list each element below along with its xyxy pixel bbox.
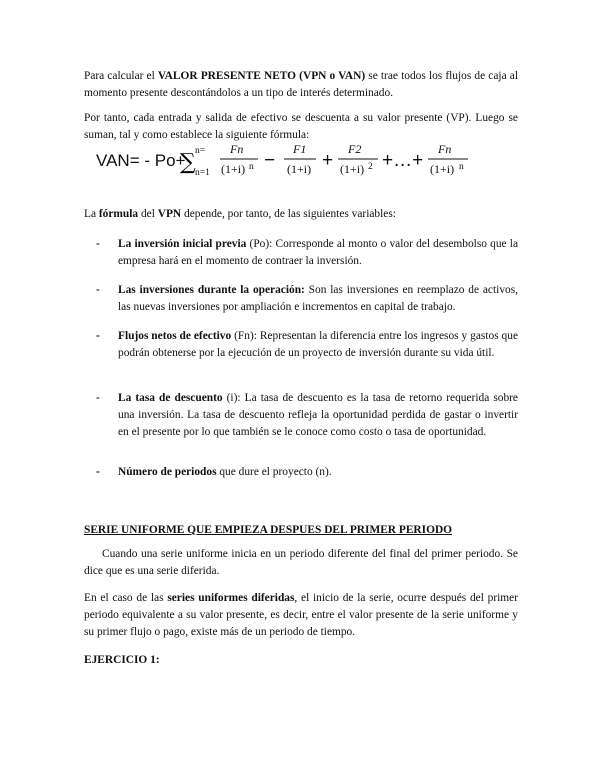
variables-intro — [84, 206, 518, 223]
list-item-term: Las inversiones durante la operación: — [118, 284, 305, 296]
van-formula — [96, 140, 526, 182]
list-dash: - — [96, 466, 100, 478]
list-item-text: Son las inversiones en reemplazo de activos, las nuevas inversiones por ampliación e incrementos en capital de trabajo. — [118, 284, 518, 313]
intro-paragraph — [84, 68, 518, 102]
intro-text-end: se trae todos los flujos de caja al momento presente descontándolos a un tipo de interés determinado. — [84, 70, 518, 99]
ellipsis-operator: +…+ — [382, 150, 424, 171]
deferred-series-paragraph: Cuando una serie uniforme inicia en un periodo diferente del final del primer periodo. Se dice que es una serie diferida. — [84, 548, 518, 577]
sum-symbol: ∑ — [180, 150, 196, 175]
list-item-text: (i): La tasa de descuento es la tasa de retorno requerida sobre una inversión. La tasa de descuento refleja la oportunidad perdida de gastar o invertir en el presente por lo que también se le conoce como costo o tasa de oportunidad. — [118, 392, 518, 438]
term3-exponent: 2 — [368, 162, 373, 172]
formula-lhs: VAN= - Po+ — [96, 151, 186, 170]
sum-lower-limit: n=1 — [195, 168, 210, 178]
term3-numerator: F2 — [348, 142, 362, 156]
list-item — [96, 464, 518, 481]
vpn-term: VALOR PRESENTE NETO (VPN o VAN) — [157, 70, 366, 82]
section-heading: SERIE UNIFORME QUE EMPIEZA DESPUES DEL PRIMER PERIODO — [84, 524, 453, 536]
list-item-text: (Po): Corresponde al monto o valor del desembolso que la empresa hará en el momento de contraer la inversión. — [118, 238, 519, 267]
term2-numerator: F1 — [293, 142, 307, 156]
list-item — [96, 282, 518, 316]
sum-upper-limit: n= — [195, 146, 206, 156]
term4-numerator: Fn — [438, 142, 452, 156]
list-item — [96, 390, 518, 441]
intro-text: Para calcular el — [84, 70, 158, 82]
deferred-series-term: series uniformes diferidas — [167, 592, 295, 604]
formula-term: fórmula — [98, 208, 139, 220]
list-dash: - — [96, 284, 100, 296]
list-dash: - — [96, 238, 100, 250]
list-item-term: La inversión inicial previa — [118, 238, 247, 250]
term1-exponent: n — [249, 162, 254, 172]
deferred-series-detail — [84, 590, 518, 641]
list-item — [96, 328, 518, 362]
list-item-term: Flujos netos de efectivo — [118, 330, 232, 342]
minus-operator: − — [264, 150, 276, 171]
term4-denominator: (1+i) — [430, 162, 455, 176]
term4-exponent: n — [459, 162, 464, 172]
detail-text: En el caso de las — [84, 592, 168, 604]
list-item-term: Número de periodos — [118, 466, 217, 478]
vpn-abbrev: VPN — [157, 208, 182, 220]
vars-text-end: depende, por tanto, de las siguientes variables: — [181, 208, 396, 220]
plus-operator: + — [322, 150, 334, 171]
detail-text-end: , el inicio de la serie, ocurre después del primer periodo equivalente a su valor presente, es decir, entre el valor presente de la serie uniforme y su primer flujo o pago, existe más de un periodo de tiempo. — [84, 592, 519, 638]
formula-intro-paragraph: Por tanto, cada entrada y salida de efectivo se descuenta a su valor presente (VP). Luego se suman, tal y como establece la siguiente fórmula: — [84, 112, 518, 141]
exercise-heading: EJERCICIO 1: — [84, 654, 160, 666]
list-item — [96, 236, 518, 270]
term3-denominator: (1+i) — [340, 162, 365, 176]
list-item-term: La tasa de descuento — [118, 392, 223, 404]
list-dash: - — [96, 330, 100, 342]
term2-denominator: (1+i) — [287, 162, 312, 176]
list-dash: - — [96, 392, 100, 404]
list-item-text: que dure el proyecto (n). — [216, 466, 332, 478]
list-item-text: (Fn): Representan la diferencia entre los ingresos y gastos que podrán obtenerse por la ejecución de un proyecto de inversión durante su vida útil. — [118, 330, 519, 359]
term1-denominator: (1+i) — [221, 162, 246, 176]
term1-numerator: Fn — [230, 142, 244, 156]
vars-text: La — [84, 208, 99, 220]
vars-text-mid: del — [138, 208, 158, 220]
